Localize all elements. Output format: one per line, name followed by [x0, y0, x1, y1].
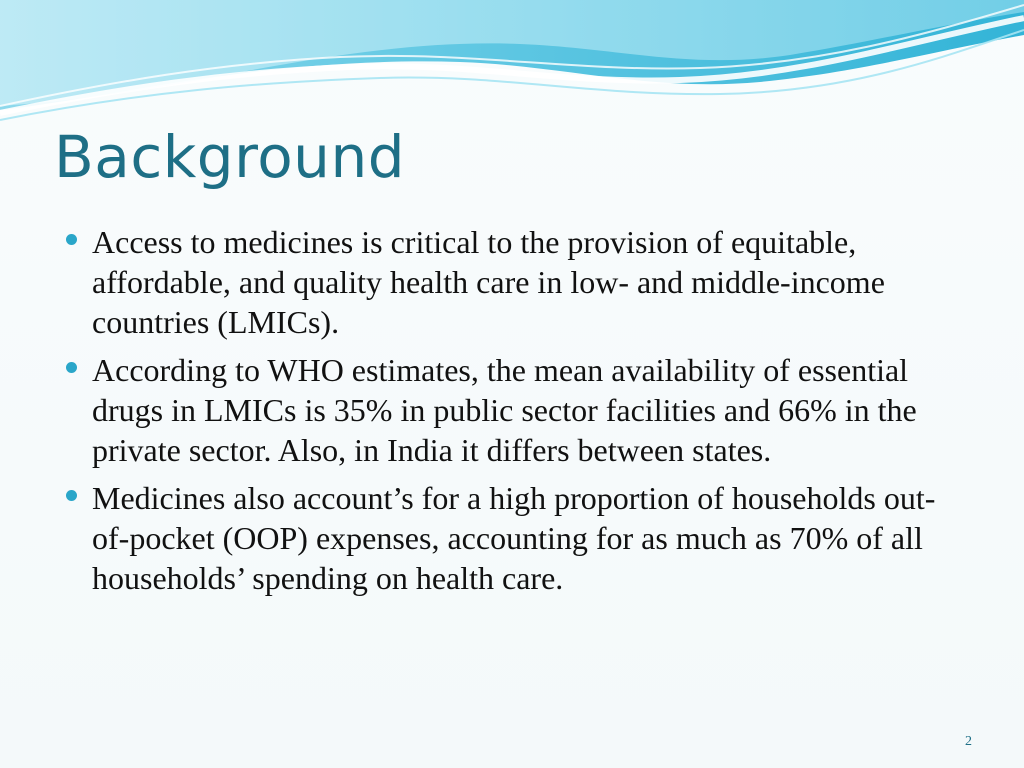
header-wave-decoration [0, 0, 1024, 130]
page-number: 2 [965, 734, 972, 749]
bullet-item [62, 350, 962, 470]
bullet-icon [66, 362, 77, 373]
bullet-text: Medicines also account’s for a high proportion of households out-of-pocket (OOP) expenses, accounting for as much as 70% of all households’ spending on health care. [92, 480, 936, 596]
bullet-item [62, 222, 962, 342]
bullet-list [62, 222, 962, 606]
bullet-text: According to WHO estimates, the mean availability of essential drugs in LMICs is 35% in public sector facilities and 66% in the private sector. Also, in India it differs between states. [92, 352, 917, 468]
bullet-item [62, 478, 962, 598]
bullet-text: Access to medicines is critical to the provision of equitable, affordable, and quality health care in low- and middle-income countries (LMICs). [92, 224, 885, 340]
bullet-icon [66, 234, 77, 245]
slide-title: Background [54, 123, 406, 191]
bullet-icon [66, 490, 77, 501]
